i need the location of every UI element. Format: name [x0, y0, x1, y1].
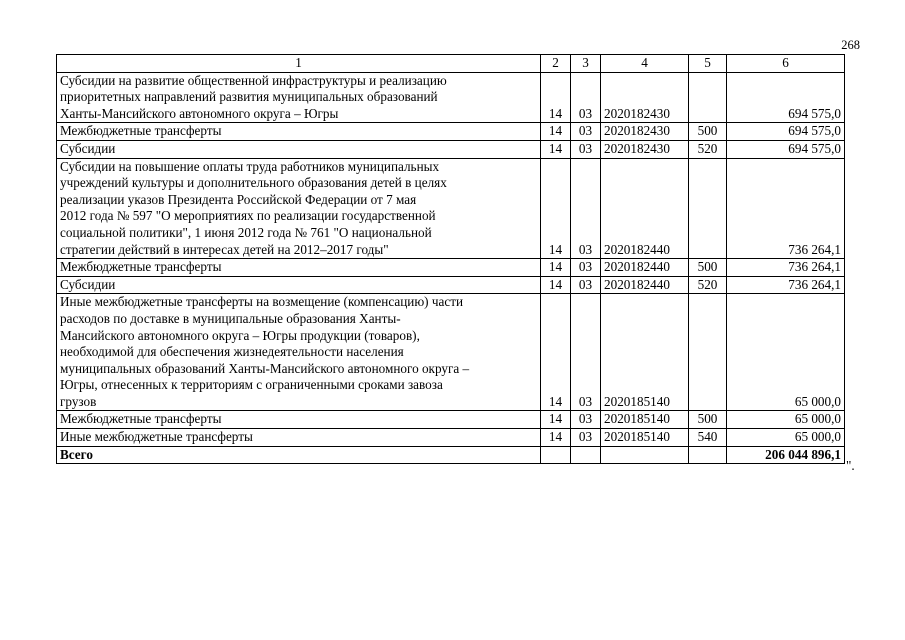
table-body	[57, 55, 845, 464]
row-name-line: грузов	[60, 393, 97, 409]
subsection-code-cell: 03	[571, 158, 601, 259]
expense-type-cell: 540	[689, 429, 727, 447]
subsection-code-cell: 03	[571, 294, 601, 411]
table-row	[57, 429, 845, 447]
header-cell-5: 5	[689, 55, 727, 73]
table-row	[57, 276, 845, 294]
subsection-code-cell: 03	[571, 259, 601, 277]
table-row	[57, 411, 845, 429]
subsection-code-cell: 03	[571, 276, 601, 294]
row-name-line: Субсидии на повышение оплаты труда работников муниципальных	[60, 158, 440, 174]
subsection-code-cell: 03	[571, 123, 601, 141]
target-article-cell: 2020185140	[601, 411, 689, 429]
row-name-cell	[57, 429, 541, 447]
amount-cell: 694 575,0	[727, 123, 845, 141]
header-cell-1: 1	[57, 55, 541, 73]
table-row	[57, 140, 845, 158]
amount-cell: 736 264,1	[727, 259, 845, 277]
section-code-cell: 14	[541, 123, 571, 141]
section-code-cell: 14	[541, 429, 571, 447]
row-name-line: расходов по доставке в муниципальные образования Ханты-	[60, 310, 401, 326]
subsection-code-cell: 03	[571, 429, 601, 447]
target-article-cell: 2020182430	[601, 140, 689, 158]
target-article-cell: 2020182440	[601, 259, 689, 277]
total-amount-cell: 206 044 896,1	[727, 446, 845, 464]
section-code-cell: 14	[541, 259, 571, 277]
table-row	[57, 259, 845, 277]
target-article-cell: 2020182430	[601, 72, 689, 123]
row-name-cell	[57, 72, 541, 123]
row-name-line: Субсидии на развитие общественной инфраструктуры и реализацию	[60, 72, 447, 88]
target-article-cell: 2020185140	[601, 294, 689, 411]
row-name-line: Югры, отнесенных к территориям с ограниченными сроками завоза	[60, 377, 443, 393]
subsection-code-cell: 03	[571, 411, 601, 429]
table-row	[57, 72, 845, 123]
amount-cell: 65 000,0	[727, 294, 845, 411]
section-code-cell: 14	[541, 411, 571, 429]
row-name-cell	[57, 411, 541, 429]
row-name-cell	[57, 140, 541, 158]
budget-table	[56, 54, 845, 464]
target-article-cell: 2020182440	[601, 276, 689, 294]
row-name-line: Иные межбюджетные трансферты на возмещение (компенсацию) части	[60, 294, 464, 310]
row-name-line: реализации указов Президента Российской Федерации от 7 мая	[60, 191, 417, 207]
expense-type-cell: 500	[689, 123, 727, 141]
total-empty-cell	[689, 446, 727, 464]
row-name-line: социальной политики", 1 июня 2012 года № 761 "О национальной	[60, 224, 432, 240]
section-code-cell: 14	[541, 158, 571, 259]
table-row	[57, 294, 845, 411]
amount-cell: 694 575,0	[727, 72, 845, 123]
total-label-cell: Всего	[57, 446, 541, 464]
target-article-cell: 2020185140	[601, 429, 689, 447]
row-name-line: муниципальных образований Ханты-Мансийского автономного округа –	[60, 360, 470, 376]
expense-type-cell: 520	[689, 276, 727, 294]
row-name-cell	[57, 294, 541, 411]
expense-type-cell: 500	[689, 411, 727, 429]
row-name-cell	[57, 158, 541, 259]
total-empty-cell	[601, 446, 689, 464]
header-cell-3: 3	[571, 55, 601, 73]
row-name-line: Мансийского автономного округа – Югры продукции (товаров),	[60, 327, 420, 343]
row-name-line: Субсидии	[60, 140, 116, 156]
total-empty-cell	[541, 446, 571, 464]
row-name-line: приоритетных направлений развития муниципальных образований	[60, 89, 438, 105]
table-row	[57, 123, 845, 141]
subsection-code-cell: 03	[571, 140, 601, 158]
header-cell-6: 6	[727, 55, 845, 73]
row-name-line: 2012 года № 597 "О мероприятиях по реализации государственной	[60, 208, 436, 224]
section-code-cell: 14	[541, 140, 571, 158]
section-code-cell: 14	[541, 276, 571, 294]
amount-cell: 736 264,1	[727, 158, 845, 259]
row-name-line: Межбюджетные трансферты	[60, 123, 222, 139]
header-row	[57, 55, 845, 73]
row-name-line: необходимой для обеспечения жизнедеятельности населения	[60, 344, 404, 360]
target-article-cell: 2020182440	[601, 158, 689, 259]
section-code-cell: 14	[541, 72, 571, 123]
closing-quote-mark: ".	[846, 458, 855, 473]
row-name-cell	[57, 123, 541, 141]
row-name-line: Ханты-Мансийского автономного округа – Югры	[60, 105, 339, 121]
section-code-cell: 14	[541, 294, 571, 411]
header-cell-2: 2	[541, 55, 571, 73]
row-name-line: учреждений культуры и дополнительного образования детей в целях	[60, 175, 447, 191]
page-number: 268	[841, 38, 860, 52]
amount-cell: 736 264,1	[727, 276, 845, 294]
amount-cell: 694 575,0	[727, 140, 845, 158]
row-name-line: Межбюджетные трансферты	[60, 259, 222, 275]
header-cell-4: 4	[601, 55, 689, 73]
amount-cell: 65 000,0	[727, 429, 845, 447]
row-name-line: Межбюджетные трансферты	[60, 411, 222, 427]
row-name-cell	[57, 259, 541, 277]
amount-cell: 65 000,0	[727, 411, 845, 429]
target-article-cell: 2020182430	[601, 123, 689, 141]
total-row	[57, 446, 845, 464]
row-name-line: стратегии действий в интересах детей на 2012–2017 годы"	[60, 241, 389, 257]
table-row	[57, 158, 845, 259]
row-name-line: Субсидии	[60, 276, 116, 292]
row-name-line: Иные межбюджетные трансферты	[60, 429, 253, 445]
expense-type-cell: 500	[689, 259, 727, 277]
row-name-cell	[57, 276, 541, 294]
expense-type-cell	[689, 72, 727, 123]
expense-type-cell	[689, 294, 727, 411]
subsection-code-cell: 03	[571, 72, 601, 123]
expense-type-cell: 520	[689, 140, 727, 158]
expense-type-cell	[689, 158, 727, 259]
total-empty-cell	[571, 446, 601, 464]
